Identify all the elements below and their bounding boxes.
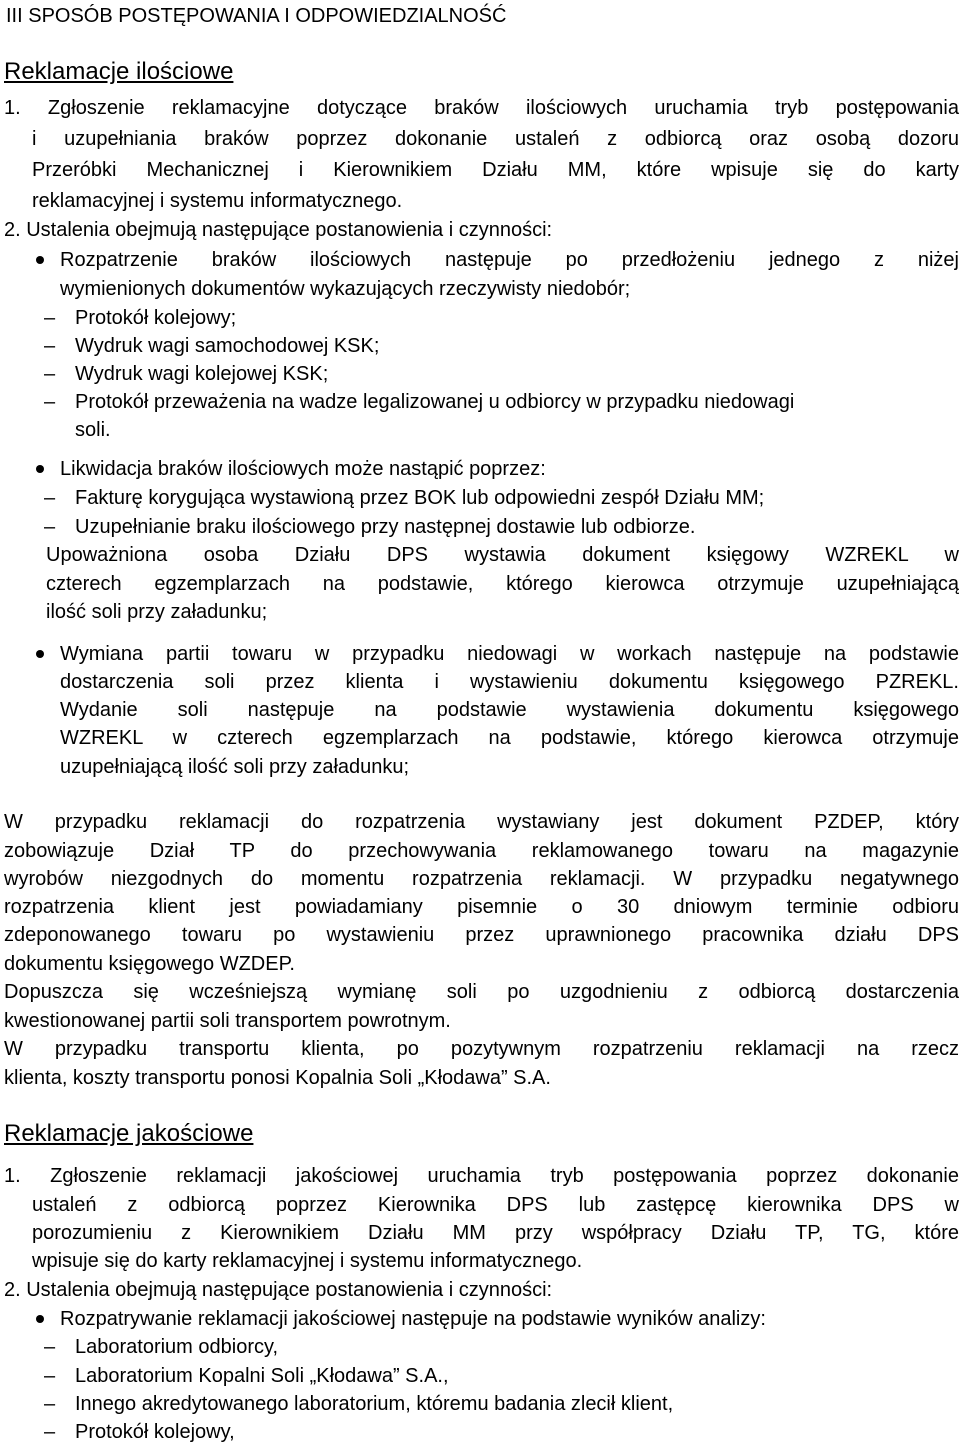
bullet-icon <box>36 650 44 658</box>
dash-icon: – <box>44 1393 56 1415</box>
s2-b1: Rozpatrywanie reklamacji jakościowej następuje na podstawie wyników analizy: <box>60 1308 766 1330</box>
bullet-icon <box>36 465 44 473</box>
pa-line-4: rozpatrzenia klient jest powiadamiany pisemnie o 30 dniowym terminie odbioru <box>4 896 959 918</box>
dash-icon: – <box>44 487 56 509</box>
pb-line-2: kwestionowanej partii soli transportem powrotnym. <box>4 1010 451 1032</box>
section-title-quantity: Reklamacje ilościowe <box>4 58 234 85</box>
s2-p1-line-3: porozumieniu z Kierownikiem Działu MM przy współpracy Działu TP, TG, które <box>32 1222 959 1244</box>
dash-icon: – <box>44 335 56 357</box>
b2-p-line-2: czterech egzemplarzach na podstawie, którego kierowca otrzymuje uzupełniającą <box>46 573 959 595</box>
dash-icon: – <box>44 363 56 385</box>
b3-line-1: Wymiana partii towaru w przypadku niedowagi w workach następuje na podstawie <box>60 643 959 665</box>
b3-line-3: Wydanie soli następuje na podstawie wystawienia dokumentu księgowego <box>60 699 959 721</box>
b1-item-4: Protokół przeważenia na wadze legalizowanej u odbiorcy w przypadku niedowagi <box>75 391 795 413</box>
pa-line-1: W przypadku reklamacji do rozpatrzenia wystawiany jest dokument PZDEP, który <box>4 811 959 833</box>
pc-line-2: klienta, koszty transportu ponosi Kopalnia Soli „Kłodawa” S.A. <box>4 1067 551 1089</box>
bullet-icon <box>36 256 44 264</box>
b3-line-4: WZREKL w czterech egzemplarzach na podstawie, którego kierowca otrzymuje <box>60 727 959 749</box>
dash-icon: – <box>44 1336 56 1358</box>
s2-item-2: Laboratorium Kopalni Soli „Kłodawa” S.A., <box>75 1365 449 1387</box>
b1-item-4-cont: soli. <box>75 419 111 441</box>
pa-line-2: zobowiązuje Dział TP do przechowywania reklamowanego towaru na magazynie <box>4 840 959 862</box>
s1-p1-line-3: Przeróbki Mechanicznej i Kierownikiem Działu MM, które wpisuje się do karty <box>32 159 959 181</box>
dash-icon: – <box>44 1421 56 1443</box>
s2-p1-line-4: wpisuje się do karty reklamacyjnej i systemu informatycznego. <box>32 1250 583 1272</box>
s2-item-3: Innego akredytowanego laboratorium, któremu badania zlecił klient, <box>75 1393 674 1415</box>
s2-p2: 2. Ustalenia obejmują następujące postanowienia i czynności: <box>4 1279 553 1301</box>
dash-icon: – <box>44 391 56 413</box>
s1-p1-line-2: i uzupełniania braków poprzez dokonanie ustaleń z odbiorcą oraz osobą dozoru <box>32 128 959 150</box>
b3-line-5: uzupełniającą ilość soli przy załadunku; <box>60 756 410 778</box>
bullet-icon <box>36 1315 44 1323</box>
pa-line-3: wyrobów niezgodnych do momentu rozpatrzenia reklamacji. W przypadku negatywnego <box>4 868 959 890</box>
dash-icon: – <box>44 1365 56 1387</box>
b1-item-2: Wydruk wagi samochodowej KSK; <box>75 335 380 357</box>
s1-p1-line-4: reklamacyjnej i systemu informatycznego. <box>32 190 403 212</box>
b2-item-2: Uzupełnianie braku ilościowego przy następnej dostawie lub odbiorze. <box>75 516 696 538</box>
s2-item-1: Laboratorium odbiorcy, <box>75 1336 279 1358</box>
b3-line-2: dostarczenia soli przez klienta i wystawieniu dokumentu księgowego PZREKL. <box>60 671 959 693</box>
b1-line-2: wymienionych dokumentów wykazujących rzeczywisty niedobór; <box>60 278 631 300</box>
s2-p1-line-2: ustaleń z odbiorcą poprzez Kierownika DPS lub zastępcę kierownika DPS w <box>32 1194 959 1216</box>
dash-icon: – <box>44 516 56 538</box>
dash-icon: – <box>44 307 56 329</box>
b1-item-3: Wydruk wagi kolejowej KSK; <box>75 363 329 385</box>
pc-line-1: W przypadku transportu klienta, po pozytywnym rozpatrzeniu reklamacji na rzecz <box>4 1038 959 1060</box>
s1-p2: 2. Ustalenia obejmują następujące postanowienia i czynności: <box>4 219 553 241</box>
b1-line-1: Rozpatrzenie braków ilościowych następuje po przedłożeniu jednego z niżej <box>60 249 959 271</box>
section-title-quality: Reklamacje jakościowe <box>4 1120 254 1147</box>
pa-line-6: dokumentu księgowego WZDEP. <box>4 953 295 975</box>
b2-p-line-3: ilość soli przy załadunku; <box>46 601 268 623</box>
chapter-heading: III SPOSÓB POSTĘPOWANIA I ODPOWIEDZIALNOŚĆ <box>6 5 507 27</box>
s2-p1-line-1: 1. Zgłoszenie reklamacji jakościowej uruchamia tryb postępowania poprzez dokonanie <box>4 1165 959 1187</box>
pa-line-5: zdeponowanego towaru po wystawieniu przez uprawnionego pracownika działu DPS <box>4 924 959 946</box>
pb-line-1: Dopuszcza się wcześniejszą wymianę soli po uzgodnieniu z odbiorcą dostarczenia <box>4 981 959 1003</box>
b1-item-1: Protokół kolejowy; <box>75 307 237 329</box>
b2-p-line-1: Upoważniona osoba Działu DPS wystawia dokument księgowy WZREKL w <box>46 544 959 566</box>
b2-item-1: Fakturę korygująca wystawioną przez BOK lub odpowiedni zespół Działu MM; <box>75 487 765 509</box>
s2-item-4: Protokół kolejowy, <box>75 1421 235 1443</box>
s1-p1-line-1: 1. Zgłoszenie reklamacyjne dotyczące braków ilościowych uruchamia tryb postępowania <box>4 97 959 119</box>
b2-line: Likwidacja braków ilościowych może nastąpić poprzez: <box>60 458 546 480</box>
